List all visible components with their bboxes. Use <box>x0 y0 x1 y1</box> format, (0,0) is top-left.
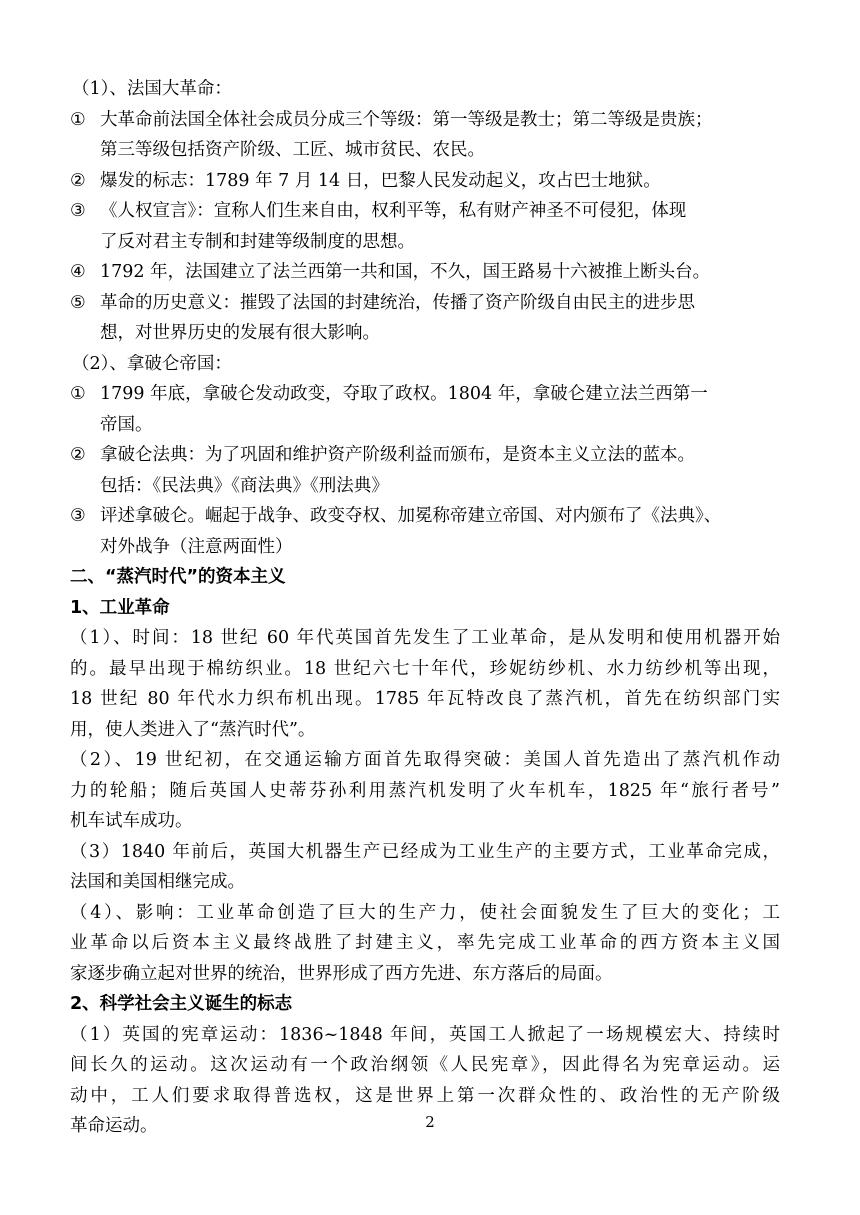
text-line <box>70 806 780 837</box>
text-line <box>70 837 780 868</box>
section-heading <box>70 562 780 593</box>
line-text: 用，使人类进入了“蒸汽时代”。 <box>70 719 316 740</box>
line-text: 革命运动。 <box>70 1116 158 1136</box>
line-text: 二、“蒸汽时代”的资本主义 <box>70 567 286 587</box>
line-text: 1792 年，法国建立了法兰西第一共和国，不久，国王路易十六被推上断头台。 <box>100 262 711 282</box>
line-text: 间长久的运动。这次运动有一个政治纲领《人民宪章》，因此得名为宪章运动。运 <box>70 1055 780 1075</box>
line-text: （2）、19 世纪初，在交通运输方面首先取得突破：美国人首先造出了蒸汽机作动 <box>70 750 780 770</box>
line-text: 家逐步确立起对世界的统治，世界形成了西方先进、东方落后的局面。 <box>70 963 613 984</box>
text-line <box>70 684 780 715</box>
line-text: 1、工业革命 <box>70 597 170 618</box>
text-line <box>70 745 780 776</box>
text-line <box>70 288 780 319</box>
text-line <box>70 379 780 410</box>
line-text: 大革命前法国全体社会成员分成三个等级：第一等级是教士；第二等级是贵族； <box>100 109 713 130</box>
line-text: 帝国。 <box>100 414 153 435</box>
item-number: ⑤ <box>70 292 86 313</box>
line-text: 2、科学社会主义诞生的标志 <box>70 994 293 1014</box>
text-line <box>70 654 780 685</box>
line-text: 想，对世界历史的发展有很大影响。 <box>100 323 380 343</box>
text-line <box>70 227 780 258</box>
line-text: （1）英国的宪章运动：1836~1848 年间，英国工人掀起了一场规模宏大、持续时 <box>70 1024 780 1045</box>
item-number: ① <box>70 384 86 404</box>
page-number: 2 <box>425 1113 435 1131</box>
line-text: 法国和美国相继完成。 <box>70 872 245 892</box>
text-line <box>70 74 780 105</box>
text-line <box>70 928 780 959</box>
item-number: ② <box>70 445 86 465</box>
line-text: （4）、影响：工业革命创造了巨大的生产力，使社会面貌发生了巨大的变化；工 <box>70 902 780 923</box>
text-line <box>70 349 780 380</box>
item-number: ③ <box>70 201 86 221</box>
line-text: （1）、时间：18 世纪 60 年代英国首先发生了工业革命，是从发明和使用机器开始 <box>70 628 780 648</box>
text-line <box>70 1081 780 1112</box>
text-line <box>70 776 780 807</box>
text-line <box>70 471 780 502</box>
line-text: 1799 年底，拿破仑发动政变，夺取了政权。1804 年，拿破仑建立法兰西第一 <box>100 384 708 404</box>
line-text: 革命的历史意义：摧毁了法国的封建统治，传播了资产阶级自由民主的进步思 <box>100 292 695 313</box>
text-line <box>70 440 780 471</box>
text-line <box>70 623 780 654</box>
text-line <box>70 959 780 990</box>
text-line <box>70 135 780 166</box>
text-line <box>70 196 780 227</box>
text-line <box>70 410 780 441</box>
line-text: 机车试车成功。 <box>70 811 193 831</box>
text-line <box>70 318 780 349</box>
text-line <box>70 715 780 746</box>
text-line <box>70 105 780 136</box>
item-number: ② <box>70 170 86 191</box>
line-text: （2）、拿破仑帝国： <box>72 353 232 374</box>
text-line <box>70 532 780 563</box>
section-heading <box>70 593 780 624</box>
line-text: 对外战争（注意两面性） <box>100 536 293 557</box>
document-body <box>70 74 780 1142</box>
item-number: ④ <box>70 262 86 282</box>
line-text: （1）、法国大革命： <box>72 79 232 99</box>
text-line <box>70 257 780 288</box>
item-number: ③ <box>70 506 86 526</box>
line-text: 第三等级包括资产阶级、工匠、城市贫民、农民。 <box>100 140 485 160</box>
line-text: 包括：《民法典》《商法典》《刑法典》 <box>100 475 389 496</box>
line-text: 业革命以后资本主义最终战胜了封建主义，率先完成工业革命的西方资本主义国 <box>70 933 780 953</box>
line-text: 动中，工人们要求取得普选权，这是世界上第一次群众性的、政治性的无产阶级 <box>70 1085 780 1106</box>
line-text: 爆发的标志：1789 年 7 月 14 日，巴黎人民发动起义，攻占巴士地狱。 <box>100 170 661 191</box>
line-text: 的。最早出现于棉纺织业。18 世纪六七十年代，珍妮纺纱机、水力纺纱机等出现， <box>70 658 780 679</box>
line-text: 《人权宣言》：宣称人们生来自由，权利平等，私有财产神圣不可侵犯，体现 <box>100 201 687 221</box>
line-text: 拿破仑法典：为了巩固和维护资产阶级利益而颁布，是资本主义立法的蓝本。 <box>100 445 695 465</box>
text-line <box>70 501 780 532</box>
line-text: 评述拿破仑。崛起于战争、政变夺权、加冕称帝建立帝国、对内颁布了《法典》、 <box>100 506 722 526</box>
text-line <box>70 166 780 197</box>
line-text: 了反对君主专制和封建等级制度的思想。 <box>100 231 415 252</box>
text-line <box>70 1020 780 1051</box>
line-text: 力的轮船；随后英国人史蒂芬孙利用蒸汽机发明了火车机车，1825 年“旅行者号” <box>70 780 780 801</box>
section-heading <box>70 989 780 1020</box>
text-line <box>70 867 780 898</box>
text-line <box>70 898 780 929</box>
line-text: （3）1840 年前后，英国大机器生产已经成为工业生产的主要方式，工业革命完成， <box>70 841 780 862</box>
item-number: ① <box>70 109 86 130</box>
line-text: 18 世纪 80 年代水力织布机出现。1785 年瓦特改良了蒸汽机，首先在纺织部门实 <box>70 689 780 709</box>
text-line <box>70 1050 780 1081</box>
